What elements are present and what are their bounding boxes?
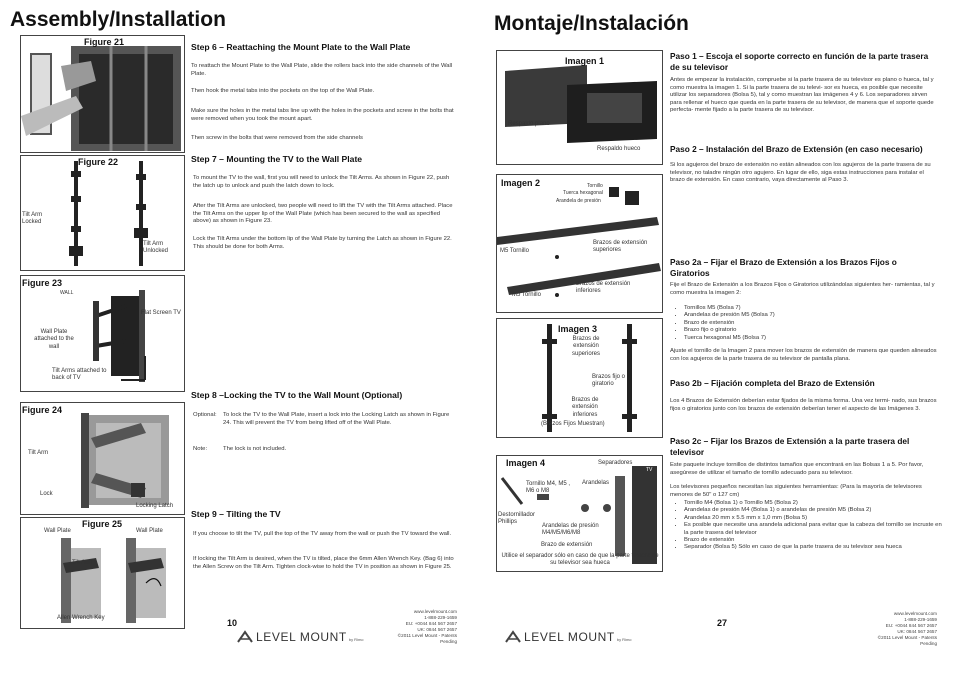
figure-24-caption: Figure 24: [22, 405, 63, 415]
label-tv: TV: [646, 467, 653, 473]
paso2a-bullet: • Brazo fijo o giratorio: [684, 327, 944, 334]
label-arandela-presion: Arandela de presión: [556, 198, 601, 204]
step6-p2: Then hook the metal tabs into the pockets on the top of the Wall Plate.: [191, 88, 375, 94]
figure-21-illustration: [21, 36, 184, 152]
figure-25-caption: Figure 25: [82, 519, 123, 529]
paso2a-bullet: • Tuerca hexagonal M5 (Bolsa 7): [684, 335, 944, 342]
brand-logo-sub-left: by Rimo: [348, 637, 364, 642]
step9-p2: If locking the Tilt Arm is desired, when the TV is tilted, place the 6mm Allen Wrench Key. (Bag 6) into the Allen Screw on the Tilt Arm. Tighten clock-wise to hold the TV in position as shown in Figure 25.: [193, 556, 454, 570]
label-tilt-arm-fig24: Tilt Arm: [28, 450, 49, 456]
brand-logo-left: [237, 630, 364, 644]
contact-uk-right: UK: 0844 567 2657: [897, 628, 937, 634]
label-brazos-superiores: Brazos de extensión superiores: [593, 240, 648, 254]
paso2c-bullet: • Separador (Bolsa 5) Sólo en caso de que la parte trasera de su televisor sea hueca: [684, 544, 946, 551]
paso2b-p1: Los 4 Brazos de Extensión deberían estar fijados de la misma forma. Una vez termi- nado, sus brazos fijos o giratorios junto con los brazos de extensión deberían tener el aspecto de las Imágenes 3.: [670, 398, 937, 412]
figure-21: [20, 35, 185, 153]
paso2a-bullet: • Arandelas de presión M5 (Bolsa 7): [684, 312, 944, 319]
step9-p1: If you choose to tilt the TV, pull the top of the TV away from the wall or push the TV toward the wall.: [193, 531, 452, 537]
label-tornillo-m4: Tornillo M4, M5 , M6 o M8: [526, 481, 571, 495]
step8-note-text: The lock is not included.: [223, 446, 287, 452]
label-allen-wrench-key: Allen Wrench Key: [57, 615, 105, 621]
label-separadores: Separadores: [598, 460, 633, 466]
label-i3-superiores: Brazos de extensión superiores: [571, 336, 600, 357]
label-locking-latch: Locking Latch: [136, 503, 174, 509]
label-respaldo-plano: Respaldo plano: [508, 121, 550, 127]
step7-p1: To mount the TV to the wall, first you will need to unlock the Tilt Arms. As shown in Figure 22, push the latch up to unlock and push the latch down to lock.: [193, 175, 450, 189]
paso2c-heading: Paso 2c – Fijar los Brazos de Extensión a la parte trasera del televisor: [670, 436, 910, 457]
page-number-left: 10: [227, 618, 238, 628]
paso2c-bullets: [672, 500, 946, 552]
imagen-1-caption: Imagen 1: [565, 56, 605, 66]
paso2a-bullet: • Tornillos M5 (Bolsa 7): [684, 305, 944, 312]
imagen-3-caption: Imagen 3: [558, 324, 598, 334]
contact-phone-right: 1-888-229-1659: [904, 616, 937, 622]
label-arandelas: Arandelas: [582, 480, 610, 486]
figure-21-caption: Figure 21: [84, 37, 125, 47]
label-wall-plate-1: Wall Plate: [44, 528, 71, 534]
label-m5-tornillo-a: M5 Tornillo: [500, 248, 529, 254]
label-wall-plate-attached: Wall Plate attached to the wall: [34, 329, 74, 350]
contact-phone-left: 1-888-229-1659: [424, 614, 457, 620]
paso2-p1: Si los agujeros del brazo de extensión no están alineados con los agujeros de la parte trasera de su televisor, no taladre ningún otro agujero. En lugar de ello, siga estas instrucciones para instalar el brazo de extensión. En caso contrario, vaya directamente al Paso 3.: [670, 162, 931, 184]
figure-23-caption: Figure 23: [22, 278, 63, 288]
contact-eu-left: EU: +0044 844 567 2657: [405, 620, 457, 626]
level-mount-logo-icon: [505, 630, 521, 644]
step6-p1: To reattach the Mount Plate to the Wall Plate, slide the rollers back into the side channels of the Wall Plate.: [191, 63, 453, 77]
label-tilt-arm-locked: Tilt Arm Locked: [22, 212, 43, 226]
paso2c-bullet: • Brazo de extensión: [684, 537, 946, 544]
page-title-left: Assembly/Installation: [10, 8, 226, 31]
contact-copyright-left: ©2011 Level Mount - Patents Pending: [397, 632, 457, 644]
label-brazo-extension: Brazo de extensión: [541, 542, 593, 548]
contact-web-right[interactable]: www.levelmount.com: [893, 611, 937, 616]
step8-note-label: Note:: [193, 446, 208, 452]
step6-heading: Step 6 – Reattaching the Mount Plate to the Wall Plate: [191, 42, 411, 52]
paso2a-bullet: • Brazo de extensión: [684, 320, 944, 327]
brand-logo-text-right: LEVEL MOUNT: [524, 630, 615, 644]
paso1-heading: Paso 1 – Escoja el soporte correcto en función de la parte trasera de su televisor: [670, 51, 929, 72]
page-title-right: Montaje/Instalación: [494, 12, 689, 35]
brand-logo-text-left: LEVEL MOUNT: [256, 630, 347, 644]
label-i3-caption: (Brazos Fijos Muestran): [541, 421, 605, 427]
contact-eu-right: EU: +0044 844 567 2657: [885, 622, 937, 628]
label-i4-caption: Utilice el separador sólo en caso de que la parte trasera de su televisor sea hueca: [501, 553, 659, 567]
figure-22-caption: Figure 22: [78, 157, 119, 167]
contact-copyright-right: ©2011 Level Mount - Patents Pending: [877, 634, 937, 646]
step6-p4: Then screw in the bolts that were removed from the side channels: [191, 135, 363, 141]
label-tilt-arms-attached: Tilt Arms attached to back of TV: [52, 368, 107, 382]
paso2a-bullets: [672, 305, 944, 342]
imagen-4-caption: Imagen 4: [506, 458, 546, 468]
label-flat-screen-tv: Flat Screen TV: [141, 310, 181, 316]
label-tilt-arm-fig25: Tilt Arm: [72, 560, 93, 566]
contact-block-right: [860, 611, 937, 646]
step8-optional-text: To lock the TV to the Wall Plate, insert a lock into the Locking Latch as shown in Figure 24. This will prevent the TV from being lifted off of the Wall Plate.: [223, 412, 450, 426]
step9-heading: Step 9 – Tilting the TV: [191, 509, 281, 519]
step6-p3: Make sure the holes in the metal tabs line up with the holes in the pockets and screw in the bolts that were removed when you took the mount apart.: [191, 108, 454, 122]
page-number-right: 27: [717, 618, 728, 628]
paso2a-heading: Paso 2a – Fijar el Brazo de Extensión a los Brazos Fijos o Giratorios: [670, 257, 897, 278]
contact-uk-left: UK: 0844 567 2657: [417, 626, 457, 632]
brand-logo-sub-right: by Rimo: [616, 637, 632, 642]
label-i3-fijo: Brazos fijo o giratorio: [592, 374, 626, 388]
label-tilt-arm-unlocked: Tilt Arm Unlocked: [143, 241, 169, 255]
paso2c-bullet: • Tornillo M4 (Bolsa 1) o Tornillo M5 (Bolsa 2): [684, 500, 946, 507]
label-i3-inferiores: Brazos de extensión inferiores: [571, 397, 599, 418]
brand-logo-right: [505, 630, 632, 644]
label-wall-plate-2: Wall Plate: [136, 528, 163, 534]
paso2a-p2: Ajuste el tornillo de la Imagen 2 para mover los brazos de extensión de manera que queden alineados con los agujeros de la parte trasera de su televisor de pantalla plana.: [670, 348, 937, 362]
paso2c-p1: Este paquete incluye tornillos de distintos tamaños que encontrará en las Bolsas 1 a 5. Por favor, asegúrese de utilizar el tamaño de tornillo adecuado para su televisor.: [670, 462, 924, 476]
step8-optional-label: Optional:: [193, 412, 217, 418]
label-tuerca-hexagonal: Tuerca hexagonal: [563, 190, 603, 196]
paso1-p1: Antes de empezar la instalación, compruebe si la parte trasera de su televisor es plano o hueca, tal y como muestra la imagen 1. Si la parte trasera de su televi- sor es hueca, es posible que necesite utilizar los separadores (Bolsa 5), tal y como muestran las imágenes 4 y 6. Los separadores sirven para rellenar el hueco que queda en la parte trasera de su televisor, de manera que el soporte quede perfecta- mente fijado a la parte trasera de su televisor.: [670, 77, 934, 114]
paso2c-p2: Los televisores pequeños necesitan las siguientes herramientas: (Para la mayoría de televisores menores de 50" o 127 cm): [670, 484, 922, 498]
imagen-2-caption: Imagen 2: [501, 178, 541, 188]
step7-p2: After the Tilt Arms are unlocked, two people will need to lift the TV with the Tilt Arms attached. Place the Tilt Arms on the upper lip of the Wall Plate (which has been secured to the wall as specified above) as shown in Figure 23.: [193, 203, 453, 225]
contact-block-left: [380, 609, 457, 644]
step7-p3: Lock the Tilt Arms under the bottom lip of the Wall Plate by turning the Latch as shown in Figure 22. This should be done for both Arms.: [193, 236, 452, 250]
step8-heading: Step 8 –Locking the TV to the Wall Mount (Optional): [191, 390, 403, 400]
contact-web-left[interactable]: www.levelmount.com: [413, 609, 457, 614]
step7-heading: Step 7 – Mounting the TV to the Wall Plate: [191, 154, 363, 164]
level-mount-logo-icon: [237, 630, 253, 644]
label-brazos-inferiores: Brazos de extensión inferiores: [576, 281, 631, 295]
paso2b-heading: Paso 2b – Fijación completa del Brazo de Extensión: [670, 378, 875, 388]
paso2c-bullet: • Arandelas 20 mm x 5.5 mm x 1,0 mm (Bolsa 5): [684, 515, 946, 522]
label-wall: WALL: [60, 290, 74, 296]
label-destornillador: Destornillador Phillips: [498, 512, 536, 526]
label-respaldo-hueco: Respaldo hueco: [597, 146, 641, 152]
paso2-heading: Paso 2 – Instalación del Brazo de Extensión (en caso necesario): [670, 144, 923, 154]
paso2a-p1: Fije el Brazo de Extensión a los Brazos Fijos o Giratorios utilizándolas siguientes her- ramientas, tal y como muestra la imagen 2:: [670, 282, 935, 296]
label-tornillo: Tornillo: [587, 183, 603, 189]
label-arandelas-presion: Arandelas de presión M4/M5/M6/M8: [542, 523, 599, 537]
label-m5-tornillo-b: M5 Tornillo: [512, 292, 541, 298]
paso2c-bullet: • Es posible que necesite una arandela adicional para evitar que la cabeza del tornillo se incruste en la parte trasera del televisor: [684, 522, 946, 537]
label-lock: Lock: [40, 491, 53, 497]
paso2c-bullet: • Arandelas de presión M4 (Bolsa 1) o arandelas de presión M5 (Bolsa 2): [684, 507, 946, 514]
